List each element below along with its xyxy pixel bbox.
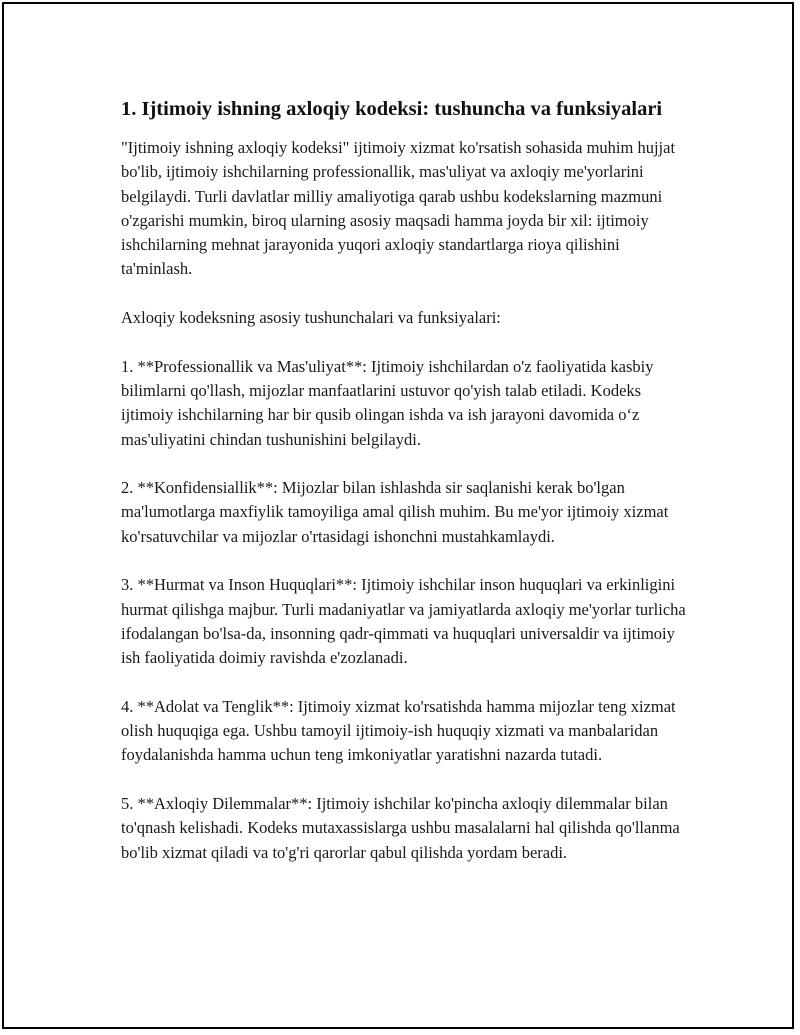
- list-item-confidentiality: 2. **Konfidensiallik**: Mijozlar bilan ishlashda sir saqlanishi kerak bo'lgan ma'lumotlarga maxfiylik tamoyiliga amal qilish muhim. Bu me'yor ijtimoiy xizmat ko'rsatuvchilar va mijozlar o'rtasidagi ishonchni mustahkamlaydi.: [121, 478, 669, 546]
- list-item-ethical-dilemmas: 5. **Axloqiy Dilemmalar**: Ijtimoiy ishchilar ko'pincha axloqiy dilemmalar bilan to'qnash kelishadi. Kodeks mutaxassislarga ushbu masalalarni hal qilishda qo'llanma bo'lib xizmat qiladi va to'g'ri qarorlar qabul qilishda yordam beradi.: [121, 794, 680, 862]
- intro-paragraph: "Ijtimoiy ishning axloqiy kodeksi" ijtimoiy xizmat ko'rsatish sohasida muhim hujjat bo'lib, ijtimoiy ishchilarning professionallik, mas'uliyat va axloqiy me'yorlarini belgilaydi. Turli davlatlar milliy amaliyotiga qarab ushbu kodekslarning mazmuni o'zgarishi mumkin, biroq ularning asosiy maqsadi hamma joyda bir xil: ijtimoiy ishchilarning mehnat jarayonida yuqori axloqiy standartlarga rioya qilishini ta'minlash.: [121, 138, 676, 279]
- list-item-justice-equality: 4. **Adolat va Tenglik**: Ijtimoiy xizmat ko'rsatishda hamma mijozlar teng xizmat olish huquqiga ega. Ushbu tamoyil ijtimoiy-ish huquqiy xizmati va manbalaridan foydalanishda hamma uchun teng imkoniyatlar yaratishni nazarda tutadi.: [121, 696, 676, 765]
- list-item-human-rights: 3. **Hurmat va Inson Huquqlari**: Ijtimoiy ishchilar inson huquqlari va erkinligini hurmat qilishga majbur. Turli madaniyatlar va jamiyatlarda axloqiy me'yorlar turlicha ifodalangan bo'lsa-da, insonning qadr-qimmati va huquqlari universaldir va ijtimoiy ish faoliyatida doimiy ravishda e'zozlanadi.: [121, 575, 686, 668]
- document-body: [121, 96, 691, 889]
- document-title: 1. Ijtimoiy ishning axloqiy kodeksi: tushuncha va funksiyalari: [121, 98, 663, 120]
- page-frame: [2, 2, 794, 1029]
- list-heading: Axloqiy kodeksning asosiy tushunchalari va funksiyalari:: [121, 308, 501, 328]
- list-item-professionalism: 1. **Professionallik va Mas'uliyat**: Ijtimoiy ishchilardan o'z faoliyatida kasbiy bilimlarni qo'llash, mijozlar manfaatlarini ustuvor qo'yish talab etiladi. Kodeks ijtimoiy ishchilarning har bir qusib olingan ishda va ish jarayoni davomida o‘z mas'uliyatini chindan tushunishini belgilaydi.: [121, 356, 654, 449]
